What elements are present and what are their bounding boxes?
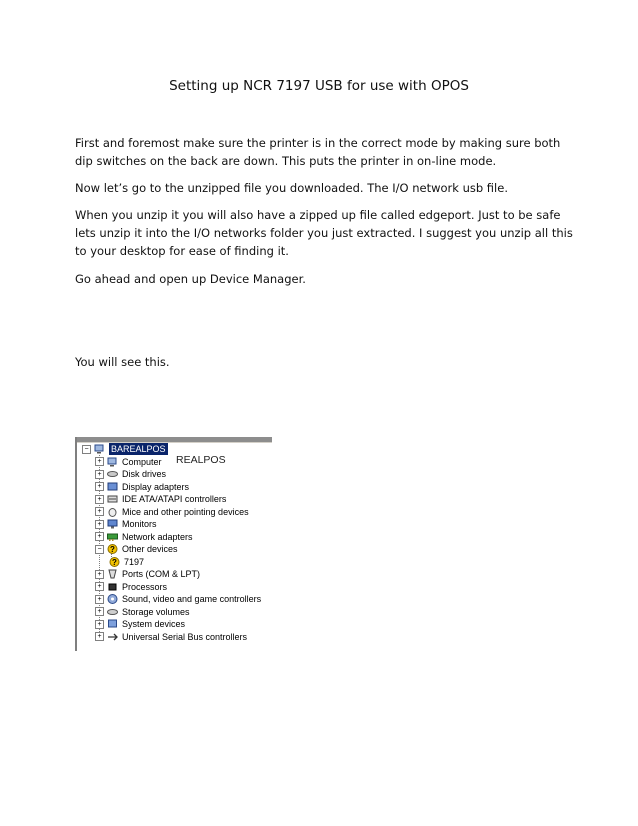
- expand-icon[interactable]: +: [95, 632, 104, 641]
- tree-item-label: Computer: [122, 456, 162, 467]
- unknown-device-icon: [107, 544, 118, 554]
- tree-item-label: System devices: [122, 619, 186, 629]
- tree-item-computer[interactable]: [95, 456, 162, 468]
- tree-item-processors[interactable]: [95, 581, 167, 593]
- usb-icon: [107, 632, 118, 642]
- paragraph-device-manager: Go ahead and open up Device Manager.: [75, 272, 306, 286]
- tree-root[interactable]: [82, 443, 168, 455]
- sound-icon: [107, 594, 118, 604]
- expand-icon[interactable]: +: [95, 620, 104, 629]
- port-icon: [107, 569, 118, 579]
- mouse-icon: [107, 507, 118, 517]
- tree-item-label: Mice and other pointing devices: [122, 506, 249, 517]
- expand-icon[interactable]: +: [95, 582, 104, 591]
- expand-icon[interactable]: +: [95, 470, 104, 479]
- paragraph-you-will-see: You will see this.: [75, 355, 170, 369]
- tree-item-label: Universal Serial Bus controllers: [122, 631, 248, 642]
- collapse-icon[interactable]: −: [95, 545, 104, 554]
- svg-text:?: ?: [110, 545, 115, 554]
- disk-drive-icon: [107, 469, 118, 479]
- tree-item-label: 7197: [124, 556, 145, 567]
- expand-icon[interactable]: +: [95, 482, 104, 491]
- tree-item-disk-drives[interactable]: [95, 468, 166, 480]
- tree-item-label: Display adapters: [122, 481, 190, 492]
- window-frame-left: [75, 437, 77, 651]
- tree-item-storage-volumes[interactable]: [95, 606, 190, 618]
- tree-item-label: Network adapters: [122, 531, 193, 542]
- tree-item-7197[interactable]: [109, 556, 144, 568]
- tree-item-system-devices[interactable]: [95, 618, 185, 630]
- tree-item-ports-com-lpt[interactable]: [95, 568, 200, 580]
- paragraph-unzipped-file: Now let’s go to the unzipped file you downloaded. The I/O network usb file.: [75, 181, 508, 195]
- tree-item-monitors[interactable]: [95, 518, 157, 530]
- expand-icon[interactable]: +: [95, 532, 104, 541]
- monitor-icon: [107, 519, 118, 529]
- expand-icon[interactable]: +: [95, 507, 104, 516]
- tree-item-display-adapters[interactable]: [95, 481, 189, 493]
- expand-icon[interactable]: +: [95, 595, 104, 604]
- tree-root-label: BAREALPOS: [111, 444, 166, 454]
- collapse-icon[interactable]: −: [82, 445, 91, 454]
- paragraph-printer-mode: First and foremost make sure the printer is in the correct mode by making sure both dip switches on the back are down. This puts the printer in on-line mode.: [75, 136, 561, 168]
- expand-icon[interactable]: +: [95, 457, 104, 466]
- tree-item-label: Monitors: [122, 519, 157, 529]
- ide-controller-icon: [107, 494, 118, 504]
- computer-icon: [107, 457, 118, 467]
- computer-icon: [94, 444, 105, 454]
- tree-item-ide-ata-atapi-controllers[interactable]: [95, 493, 226, 505]
- expand-icon[interactable]: +: [95, 495, 104, 504]
- network-adapter-icon: [107, 532, 118, 542]
- display-adapter-icon: [107, 482, 118, 492]
- tree-item-network-adapters[interactable]: [95, 531, 193, 543]
- expand-icon[interactable]: +: [95, 570, 104, 579]
- storage-icon: [107, 607, 118, 617]
- tree-item-label: IDE ATA/ATAPI controllers: [122, 494, 227, 504]
- document-title: Setting up NCR 7197 USB for use with OPOS: [169, 78, 469, 94]
- tree-item-label: Ports (COM & LPT): [122, 569, 201, 579]
- tree-item-mice-and-other-pointing-devices[interactable]: [95, 506, 249, 518]
- system-device-icon: [107, 619, 118, 629]
- tree-item-universal-serial-bus-controllers[interactable]: [95, 631, 247, 643]
- device-manager-screenshot: [75, 437, 272, 651]
- tree-item-label: Sound, video and game controllers: [122, 594, 262, 604]
- tree-item-label: Disk drives: [122, 469, 167, 479]
- unknown-device-icon: [109, 557, 120, 567]
- expand-icon[interactable]: +: [95, 607, 104, 616]
- processor-icon: [107, 582, 118, 592]
- expand-icon[interactable]: +: [95, 520, 104, 529]
- tree-item-label: Processors: [122, 581, 168, 592]
- tree-item-label: Other devices: [122, 544, 178, 554]
- paragraph-edgeport: When you unzip it you will also have a zipped up file called edgeport. Just to be safe lets unzip it into the I/O networks folder you just extracted. I suggest you unzip all this to your desktop for ease of finding it.: [75, 208, 573, 258]
- tree-item-label: Storage volumes: [122, 606, 190, 617]
- tree-item-other-devices[interactable]: [95, 543, 178, 555]
- svg-text:?: ?: [112, 557, 117, 567]
- realpos-label: REALPOS: [176, 454, 226, 466]
- tree-item-sound-video-and-game-controllers[interactable]: [95, 593, 261, 605]
